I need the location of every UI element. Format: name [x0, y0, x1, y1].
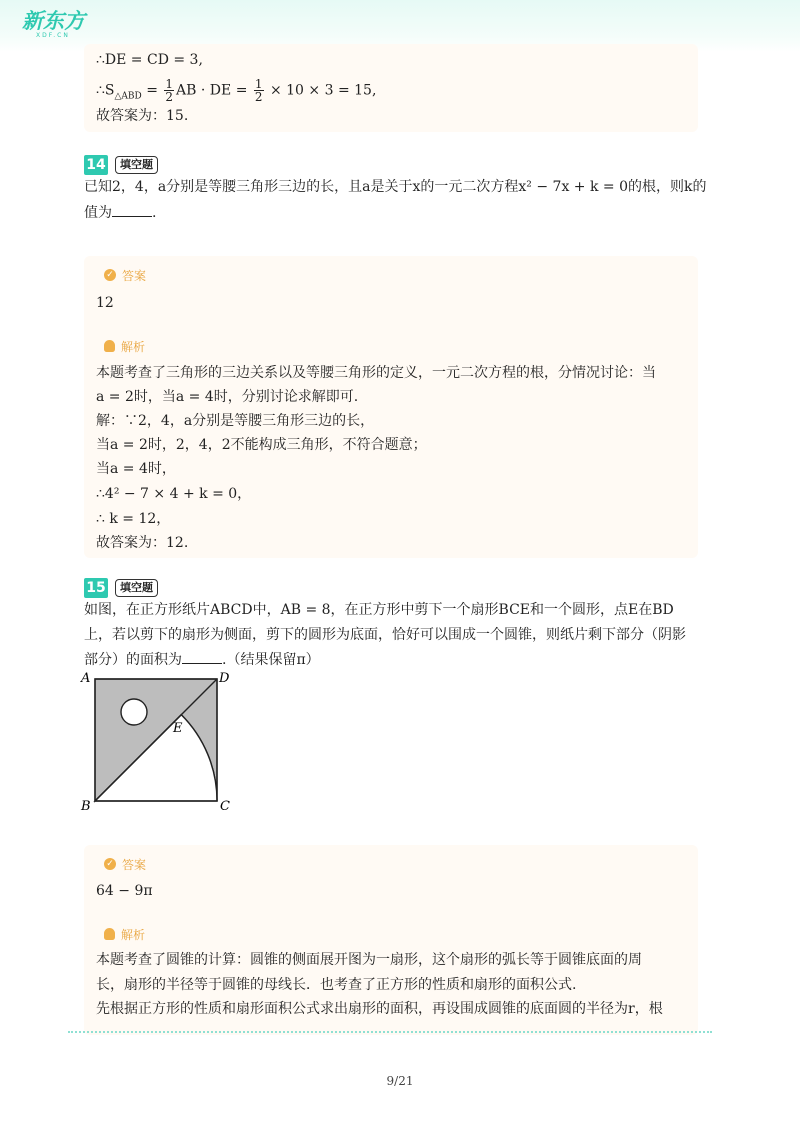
q15-answer-value: 64 − 9π — [96, 883, 153, 899]
label-c: C — [220, 799, 230, 812]
q15-text-line-2: 上，若以剪下的扇形为侧面，剪下的圆形为底面，恰好可以围成一个圆锥，则纸片剩下部分（阴影 — [84, 627, 686, 643]
label-b: B — [81, 799, 91, 812]
q15-analysis-label: 解析 — [104, 925, 145, 943]
prev-solution-line-3: 故答案为：15. — [96, 108, 189, 124]
prev-solution-line-2: $\therefore S_{\triangle ABD}$ = $\frac{1}{2}$ AB · DE = $\frac{1}{2}$ × 10 × 3 = 15, — [96, 77, 377, 104]
q15-answer-label: ✓ 答案 — [104, 855, 146, 873]
q14-answer-box — [84, 256, 698, 558]
prev-solution-line-1: ∴DE = CD = 3, — [96, 52, 203, 68]
logo-subtext: XDF.CN — [36, 32, 70, 39]
q14-answer-blank — [112, 202, 152, 217]
lightbulb-icon — [104, 928, 115, 940]
q14-header — [84, 155, 158, 175]
q14-analysis-line: ∴4² − 7 × 4 + k = 0， — [96, 486, 252, 502]
label-e: E — [173, 721, 183, 736]
square-sector-figure — [78, 672, 238, 812]
cut-circle — [121, 699, 147, 725]
label-a: A — [81, 672, 91, 686]
q14-answer-label: ✓ 答案 — [104, 266, 146, 284]
q14-analysis-line: 本题考查了三角形的三边关系以及等腰三角形的定义，一元二次方程的根，分情况讨论：当 — [96, 365, 656, 381]
q15-text-line-1: 如图，在正方形纸片ABCD中，AB = 8，在正方形中剪下一个扇形BCE和一个圆形，点E在BD — [84, 602, 674, 618]
q14-analysis-line: 解：∵2，4，a分别是等腰三角形三边的长， — [96, 413, 375, 429]
q15-analysis-line: 长，扇形的半径等于圆锥的母线长．也考查了正方形的性质和扇形的面积公式. — [96, 977, 577, 993]
page-divider — [68, 1031, 712, 1033]
q14-analysis-label: 解析 — [104, 337, 145, 355]
q14-analysis-line: 当a = 4时， — [96, 461, 176, 477]
q15-answer-blank — [182, 649, 222, 664]
q15-text-line-3: 部分）的面积为 .（结果保留π） — [84, 649, 320, 670]
q15-number-badge: 15 — [84, 578, 108, 598]
label-d: D — [219, 672, 230, 686]
page-number: 9/21 — [386, 1074, 414, 1088]
logo-text: 新东方 — [22, 9, 85, 33]
q15-header — [84, 578, 158, 598]
q14-answer-value: 12 — [96, 295, 114, 311]
check-icon: ✓ — [104, 269, 116, 281]
q15-analysis-line: 先根据正方形的性质和扇形面积公式求出扇形的面积，再设围成圆锥的底面圆的半径为r，根 — [96, 1001, 663, 1017]
q15-analysis-line: 本题考查了圆锥的计算：圆锥的侧面展开图为一扇形，这个扇形的弧长等于圆锥底面的周 — [96, 952, 642, 968]
check-icon: ✓ — [104, 858, 116, 870]
q14-analysis-line: ∴ k = 12， — [96, 511, 171, 527]
lightbulb-icon — [104, 340, 115, 352]
q14-number-badge: 14 — [84, 155, 108, 175]
q14-analysis-line: a = 2时，当a = 4时，分别讨论求解即可. — [96, 389, 359, 405]
q14-text-line-2: 值为 . — [84, 202, 156, 223]
q14-analysis-line: 当a = 2时，2，4，2不能构成三角形，不符合题意； — [96, 437, 427, 453]
q14-type-badge: 填空题 — [115, 156, 158, 174]
q15-type-badge: 填空题 — [115, 579, 158, 597]
q14-analysis-line: 故答案为：12. — [96, 535, 189, 551]
q14-text-line-1: 已知2，4，a分别是等腰三角形三边的长，且a是关于x的一元二次方程x² − 7x + k = 0的根，则k的 — [84, 179, 707, 195]
logo — [22, 10, 85, 40]
